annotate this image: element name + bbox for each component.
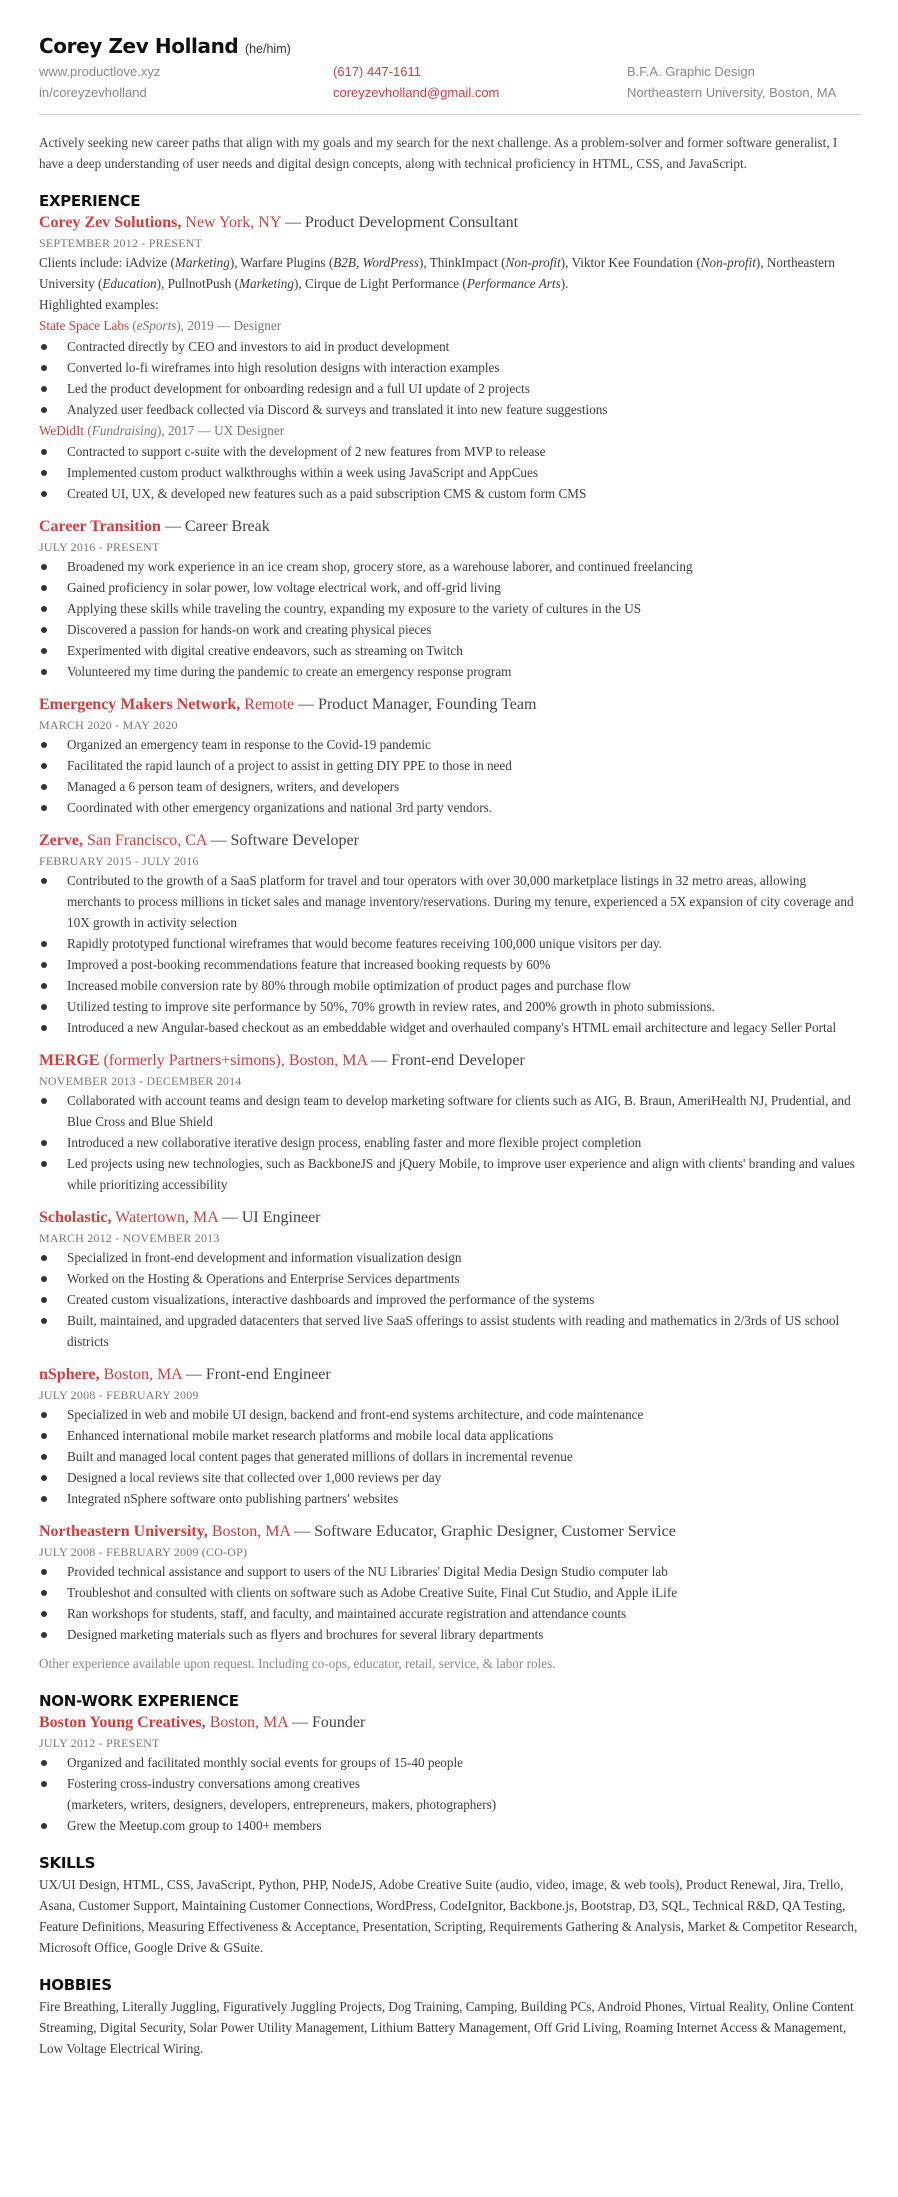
bullet-item: Utilized testing to improve site performance by 50%, 70% growth in review rates, and 200% growth in photo submissions. [39,996,861,1017]
job-heading [39,1712,861,1734]
bullet-item: Collaborated with account teams and design team to develop marketing software for clients such as AIG, B. Braun, AmeriHealth NJ, Prudential, and Blue Cross and Blue Shield [39,1090,861,1132]
resume-header [39,0,861,116]
company-name: Emergency Makers Network, [39,696,241,713]
header-divider [39,114,861,115]
company-name: Zerve, [39,832,83,849]
bullet-item: Built, maintained, and upgraded datacenters that served live SaaS offerings to assist students with reading and mathematics in 2/3rds of US school districts [39,1310,861,1352]
bullet-item: Specialized in front-end development and information visualization design [39,1247,861,1268]
email-link[interactable]: coreyzevholland@gmail.com [333,85,500,100]
job-role: — Career Break [164,518,270,535]
bullet-list [39,1561,861,1645]
job-dates: FEBRUARY 2015 - JULY 2016 [39,854,199,868]
bullet-list [39,336,861,420]
bullet-item: Specialized in web and mobile UI design, backend and front-end systems architecture, and code maintenance [39,1404,861,1425]
job-role: — Front-end Engineer [185,1366,331,1383]
skills-text: UX/UI Design, HTML, CSS, JavaScript, Python, PHP, NodeJS, Adobe Creative Suite (audio, video, image, & web tools), Product Renewal, Jira, Trello, Asana, Customer Support, Maintaining Customer Connections, WordPress, CodeIgnitor, Backbone.js, Bootstrap, D3, SQL, Technical R&D, QA Testing, Feature Definitions, Measuring Effectiveness & Acceptance, Presentation, Scripting, Requirements Gathering & Analysis, Market & Competitor Research, Microsoft Office, Google Drive & GSuite. [39,1877,858,1955]
experience-heading: EXPERIENCE [39,192,141,210]
job-heading [39,1364,861,1386]
bullet-item: Ran workshops for students, staff, and faculty, and maintained accurate registration and attendance counts [39,1603,861,1624]
company-name: Northeastern University, [39,1523,208,1540]
clients-italic: Marketing [239,276,294,291]
bullet-item: Led projects using new technologies, such as BackboneJS and jQuery Mobile, to improve user experience and align with clients' branding and values while prioritizing accessibility [39,1153,861,1195]
bullet-item: Facilitated the rapid launch of a project to assist in getting DIY PPE to those in need [39,755,861,776]
bullet-item: Led the product development for onboarding redesign and a full UI update of 2 projects [39,378,861,399]
job-location: San Francisco, CA [86,832,207,849]
job-role: — Product Development Consultant [284,214,519,231]
clients-italic: B2B, WordPress [333,255,419,270]
bullet-list [39,1752,861,1836]
bullet-item: Applying these skills while traveling the country, expanding my exposure to the variety of cultures in the US [39,598,861,619]
bullet-item: Provided technical assistance and support to users of the NU Libraries' Digital Media Design Studio computer lab [39,1561,861,1582]
experience-note: Other experience available upon request. Including co-ops, educator, retail, service, & labor roles. [39,1656,556,1671]
bullet-item: Troubleshot and consulted with clients on software such as Adobe Creative Suite, Final Cut Studio, and Apple iLife [39,1582,861,1603]
company-name: Corey Zev Solutions, [39,214,182,231]
clients-list [39,252,861,294]
bullet-item: Discovered a passion for hands-on work and creating physical pieces [39,619,861,640]
summary: Actively seeking new career paths that align with my goals and my search for the next challenge. As a problem-solver and former software generalist, I have a deep understanding of user needs and digital design concepts, along with technical proficiency in HTML, CSS, and JavaScript. [39,135,838,171]
sub-company: State Space Labs [39,318,130,333]
bullet-item: Contracted to support c-suite with the development of 2 new features from MVP to release [39,441,861,462]
clients-italic: Performance Arts [466,276,561,291]
bullet-item: Designed marketing materials such as flyers and brochures for several library departments [39,1624,861,1645]
job-role: — Founder [291,1714,366,1731]
clients-italic: Marketing [174,255,230,270]
contact-links [39,61,160,103]
bullet-item: Integrated nSphere software onto publishing partners' websites [39,1488,861,1509]
bullet-item: Created UI, UX, & developed new features such as a paid subscription CMS & custom form CMS [39,483,861,504]
bullet-list [39,734,861,818]
bullet-list [39,556,861,682]
bullet-item: Contributed to the growth of a SaaS platform for travel and tour operators with over 30,000 marketplace listings in 32 metro areas, allowing merchants to process millions in ticket sales and manage inventory/reservations. During my tenure, experienced a 5X expansion of city coverage and 10X growth in activity selection [39,870,861,933]
bullet-item: Improved a post-booking recommendations feature that increased booking requests by 60% [39,954,861,975]
job-dates: NOVEMBER 2013 - DECEMBER 2014 [39,1074,242,1088]
job-dates: JULY 2016 - PRESENT [39,540,160,554]
clients-text: ), Northeastern University ( [39,255,836,291]
bullet-item: Analyzed user feedback collected via Discord & surveys and translated it into new feature suggestions [39,399,861,420]
bullet-item: Managed a 6 person team of designers, writers, and developers [39,776,861,797]
job-heading [39,516,861,538]
clients-italic: Non-profit [505,255,561,270]
clients-text: ), Cirque de Light Performance ( [293,276,467,291]
sub-industry: eSports [136,318,177,333]
company-name: Scholastic, [39,1209,112,1226]
bullet-item: Worked on the Hosting & Operations and Enterprise Services departments [39,1268,861,1289]
bullet-list [39,1090,861,1195]
bullet-item: Experimented with digital creative endeavors, such as streaming on Twitch [39,640,861,661]
nonwork-heading: NON-WORK EXPERIENCE [39,1692,239,1710]
job-heading [39,1207,861,1229]
clients-text: ), Viktor Kee Foundation ( [560,255,701,270]
job-location: Boston, MA [211,1523,291,1540]
job-entry [39,1364,861,1509]
bullet-item: Implemented custom product walkthroughs within a week using JavaScript and AppCues [39,462,861,483]
bullet-item: Created custom visualizations, interactive dashboards and improved the performance of the systems [39,1289,861,1310]
bullet-item: Volunteered my time during the pandemic to create an emergency response program [39,661,861,682]
sub-detail: ), 2019 — Designer [176,318,282,333]
clients-text: Clients include: iAdvize ( [39,255,175,270]
job-heading [39,1521,861,1543]
job-entry [39,212,861,504]
clients-text: ), PullnotPush ( [156,276,240,291]
job-entry [39,516,861,682]
education-info [627,61,836,103]
school: Northeastern University, Boston, MA [627,85,837,100]
skills-heading: SKILLS [39,1854,96,1872]
bullet-item: Designed a local reviews site that collected over 1,000 reviews per day [39,1467,861,1488]
job-dates: MARCH 2012 - NOVEMBER 2013 [39,1231,220,1245]
bullet-item: Built and managed local content pages that generated millions of dollars in incremental revenue [39,1446,861,1467]
bullet-list [39,1247,861,1352]
resume-page [39,0,861,2059]
bullet-item: Organized an emergency team in response to the Covid-19 pandemic [39,734,861,755]
job-dates: JULY 2008 - FEBRUARY 2009 (CO-OP) [39,1545,248,1559]
job-dates: MARCH 2020 - MAY 2020 [39,718,178,732]
bullet-line: (marketers, writers, designers, developers, entrepreneurs, makers, photographers) [67,1797,497,1812]
contact-details [333,61,499,103]
job-heading [39,694,861,716]
sub-company: WeDidIt [39,423,85,438]
bullet-list [39,870,861,1038]
job-heading [39,212,861,234]
clients-italic: Non-profit [700,255,756,270]
bullet-item: Introduced a new Angular-based checkout as an embeddable widget and overhauled company's HTML email architecture and legacy Seller Portal [39,1017,861,1038]
clients-text: ). [560,276,569,291]
bullet-item: Contracted directly by CEO and investors to aid in product development [39,336,861,357]
bullet-item: Increased mobile conversion rate by 80% through mobile optimization of product pages and purchase flow [39,975,861,996]
job-location: (formerly Partners+simons), Boston, MA [103,1052,368,1069]
job-location: New York, NY [185,214,281,231]
clients-italic: Education [102,276,157,291]
clients-text: ), ThinkImpact ( [418,255,506,270]
sub-detail: ), 2017 — UX Designer [157,423,285,438]
bullet-line: Fostering cross-industry conversations among creatives [67,1776,360,1791]
degree: B.F.A. Graphic Design [627,64,755,79]
bullet-item: Gained proficiency in solar power, low voltage electrical work, and off-grid living [39,577,861,598]
job-heading [39,1050,861,1072]
job-entry [39,1521,861,1645]
bullet-item: Organized and facilitated monthly social events for groups of 15-40 people [39,1752,861,1773]
pronouns: (he/him) [244,42,291,56]
person-name [39,34,291,58]
bullet-list [39,441,861,504]
bullet-item: Rapidly prototyped functional wireframes that would become features receiving 100,000 unique visitors per day. [39,933,861,954]
job-location: Remote [244,696,295,713]
job-entry [39,1050,861,1195]
job-entry [39,830,861,1038]
sub-project-heading [39,315,861,336]
hobbies-heading: HOBBIES [39,1976,112,1994]
name-text: Corey Zev Holland [39,34,239,58]
job-dates: JULY 2012 - PRESENT [39,1736,160,1750]
job-role: — Product Manager, Founding Team [298,696,537,713]
highlighted-label: Highlighted examples: [39,297,159,312]
bullet-item: Coordinated with other emergency organizations and national 3rd party vendors. [39,797,861,818]
job-dates: SEPTEMBER 2012 - PRESENT [39,236,203,250]
job-role: — Front-end Developer [371,1052,525,1069]
sub-detail: ( [129,318,137,333]
bullet-item: Converted lo-fi wireframes into high resolution designs with interaction examples [39,357,861,378]
bullet-list [39,1404,861,1509]
website-link[interactable]: www.productlove.xyz [39,64,161,79]
company-name: Career Transition [39,518,161,535]
job-dates: JULY 2008 - FEBRUARY 2009 [39,1388,199,1402]
sub-project-heading [39,420,861,441]
job-role: — Software Educator, Graphic Designer, Customer Service [294,1523,676,1540]
job-role: — Software Developer [210,832,359,849]
job-role: — UI Engineer [221,1209,321,1226]
company-name: MERGE [39,1052,100,1069]
linkedin-link[interactable]: in/coreyzevholland [39,85,147,100]
clients-text: ), Warfare Plugins ( [229,255,334,270]
job-entry [39,1712,861,1836]
company-name: Boston Young Creatives, [39,1714,206,1731]
hobbies-text: Fire Breathing, Literally Juggling, Figuratively Juggling Projects, Dog Training, Camping, Building PCs, Android Phones, Virtual Reality, Online Content Streaming, Digital Security, Solar Power Utility Management, Lithium Battery Management, Off Grid Living, Roaming Internet Access & Management, Low Voltage Electrical Wiring. [39,1999,854,2056]
bullet-item: Enhanced international mobile market research platforms and mobile local data applications [39,1425,861,1446]
phone-number[interactable]: (617) 447-1611 [333,64,421,79]
bullet-item: Introduced a new collaborative iterative design process, enabling faster and more flexible project completion [39,1132,861,1153]
job-entry [39,1207,861,1352]
job-location: Watertown, MA [115,1209,218,1226]
job-entry [39,694,861,818]
bullet-item: Broadened my work experience in an ice cream shop, grocery store, as a warehouse laborer, and continued freelancing [39,556,861,577]
job-heading [39,830,861,852]
job-location: Boston, MA [209,1714,288,1731]
company-name: nSphere, [39,1366,100,1383]
sub-industry: Fundraising [91,423,158,438]
bullet-item [39,1773,861,1815]
bullet-item: Grew the Meetup.com group to 1400+ members [39,1815,861,1836]
job-location: Boston, MA [103,1366,182,1383]
sub-detail: ( [84,423,92,438]
